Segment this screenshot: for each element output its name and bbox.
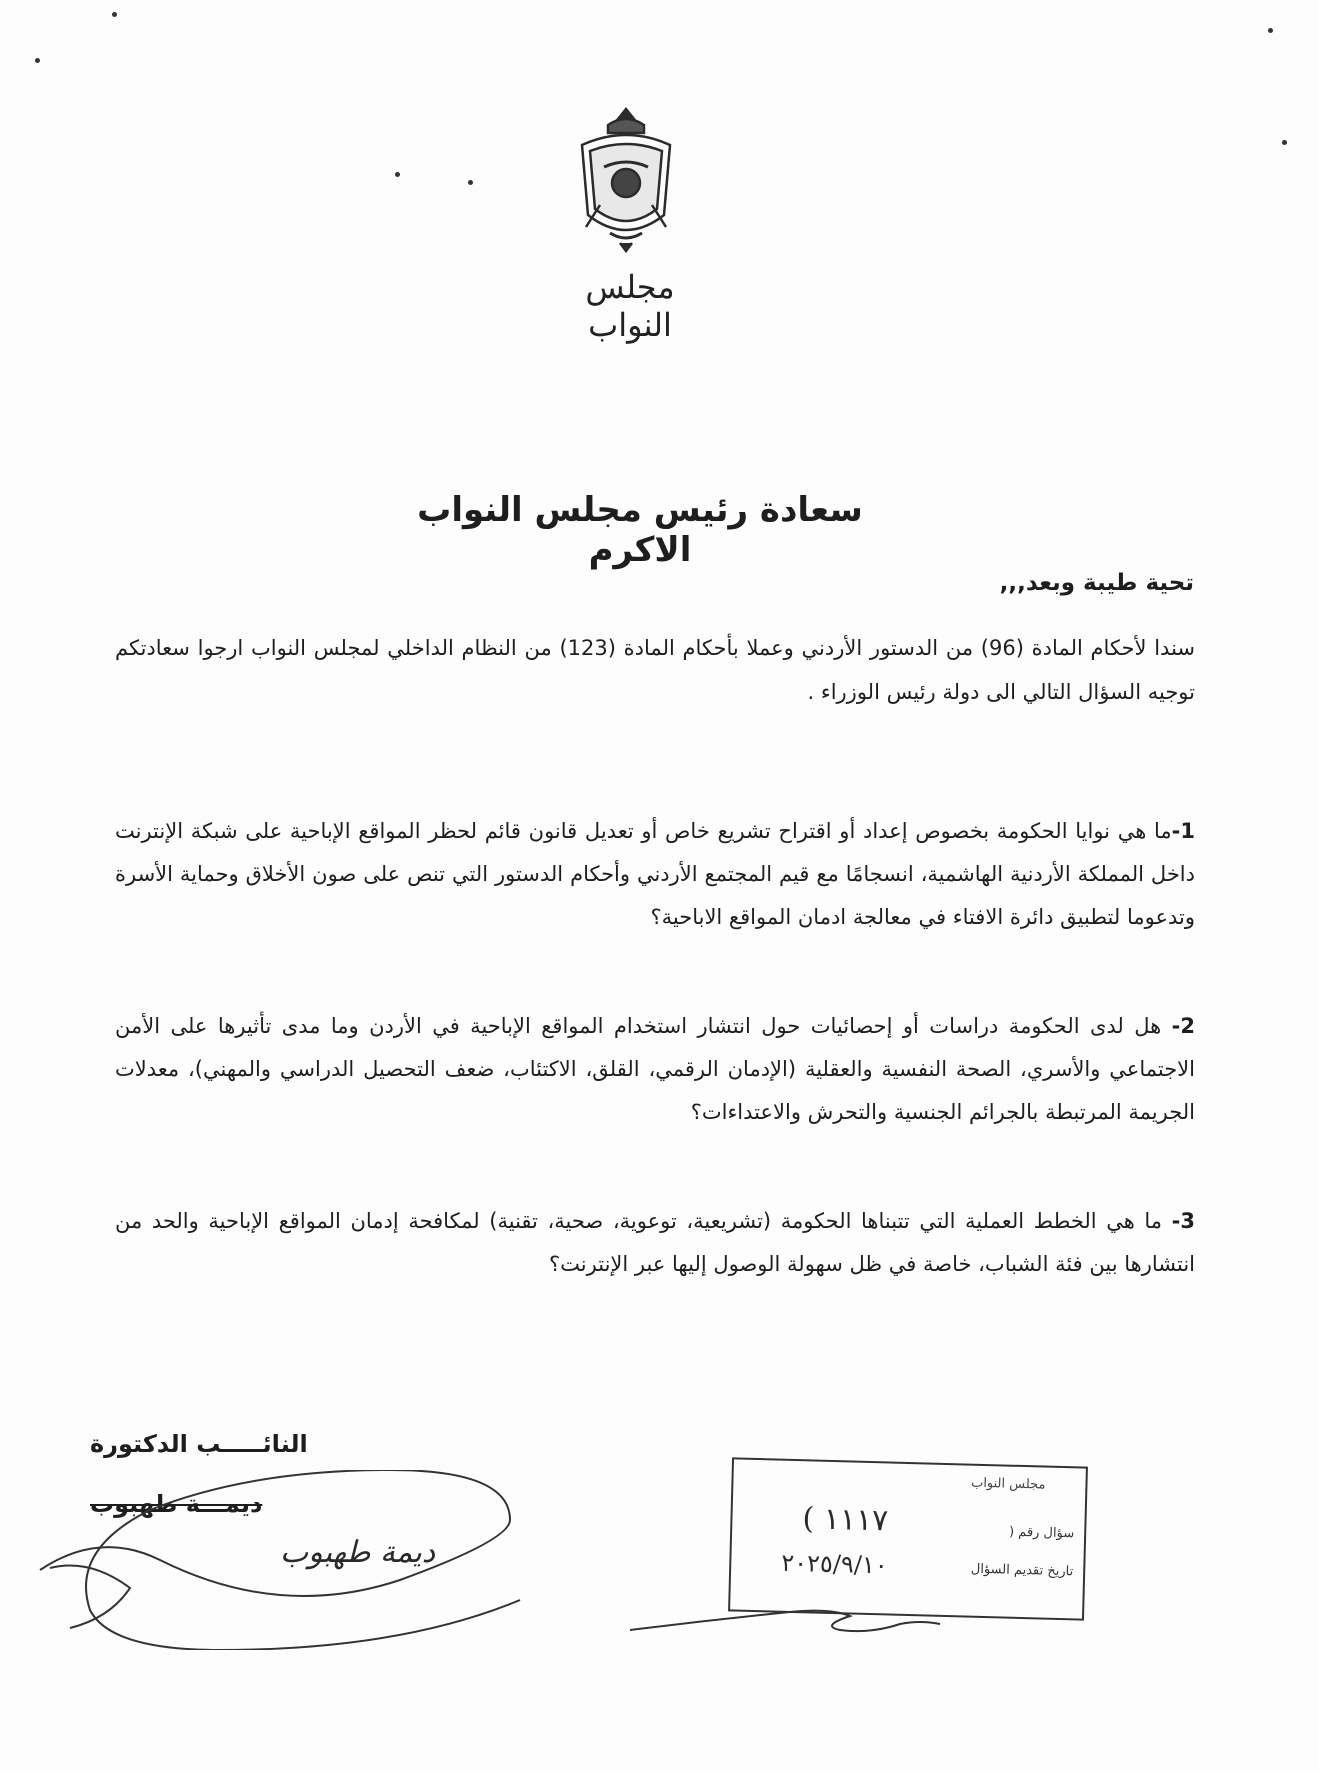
question-item: [115, 1005, 1195, 1134]
question-number: 3-: [1171, 1209, 1195, 1233]
question-item: [115, 810, 1195, 939]
signatory-title: النائـــــب الدكتورة: [90, 1430, 308, 1458]
scan-speck: [1282, 140, 1287, 145]
letter-greeting: تحية طيبة وبعد,,,: [999, 570, 1194, 596]
letter-salutation: سعادة رئيس مجلس النواب الاكرم: [417, 490, 863, 570]
scan-speck: [468, 180, 473, 185]
stamp-signature-scribble: [630, 1580, 950, 1640]
question-number: 2-: [1171, 1014, 1195, 1038]
parliament-logo-text: مجلس النواب: [585, 268, 675, 344]
signature-block: [30, 1430, 550, 1650]
handwritten-signature: ديمة طهبوب: [280, 1535, 436, 1570]
scan-speck: [1268, 28, 1273, 33]
stamp-date: ٢٠٢٥/٩/١٠: [780, 1548, 889, 1580]
signatory-name: ديمـــة طهبوب: [90, 1490, 263, 1518]
scan-speck: [35, 58, 40, 63]
scan-speck: [112, 12, 117, 17]
stamp-date-label: تاريخ تقديم السؤال: [970, 1561, 1074, 1580]
question-text: ما هي الخطط العملية التي تتبناها الحكومة (تشريعية، توعوية، صحية، تقنية) لمكافحة إدمان المواقع الإباحية والحد من انتشارها بين فئة الشباب، خاصة في ظل سهولة الوصول إليها عبر الإنترنت؟: [115, 1209, 1195, 1276]
question-item: [115, 1200, 1195, 1286]
question-text: ما هي نوايا الحكومة بخصوص إعداد أو اقتراح تشريع خاص أو تعديل قانون قائم لحظر المواقع الإباحية على شبكة الإنترنت داخل المملكة الأردنية الهاشمية، انسجامًا مع قيم المجتمع الأردني وأحكام الدستور التي تنص على صون الأخلاق وحماية الأسرة وتدعوما لتطبيق دائرة الافتاء في معالجة ادمان المواقع الاباحية؟: [115, 819, 1195, 929]
stamp-question-number-label: سؤال رقم (: [1008, 1524, 1075, 1542]
scan-speck: [395, 172, 400, 177]
stamp-header: مجلس النواب: [970, 1475, 1046, 1493]
question-text: هل لدى الحكومة دراسات أو إحصائيات حول انتشار استخدام المواقع الإباحية في الأردن وما مدى تأثيرها على الأمن الاجتماعي والأسري، الصحة النفسية والعقلية (الإدمان الرقمي، القلق، الاكتئاب، ضعف التحصيل الدراسي والمهني)، معدلات الجريمة المرتبطة بالجرائم الجنسية والتحرش والاعتداءات؟: [115, 1014, 1195, 1124]
letter-intro: سندا لأحكام المادة (96) من الدستور الأردني وعملا بأحكام المادة (123) من النظام الداخلي لمجلس النواب ارجوا سعادتكم توجيه السؤال التالي الى دولة رئيس الوزراء .: [115, 636, 1196, 704]
question-number: 1-: [1171, 819, 1195, 843]
stamp-question-number: ( ١١١٧: [802, 1501, 889, 1539]
coat-of-arms-emblem: [570, 105, 682, 255]
